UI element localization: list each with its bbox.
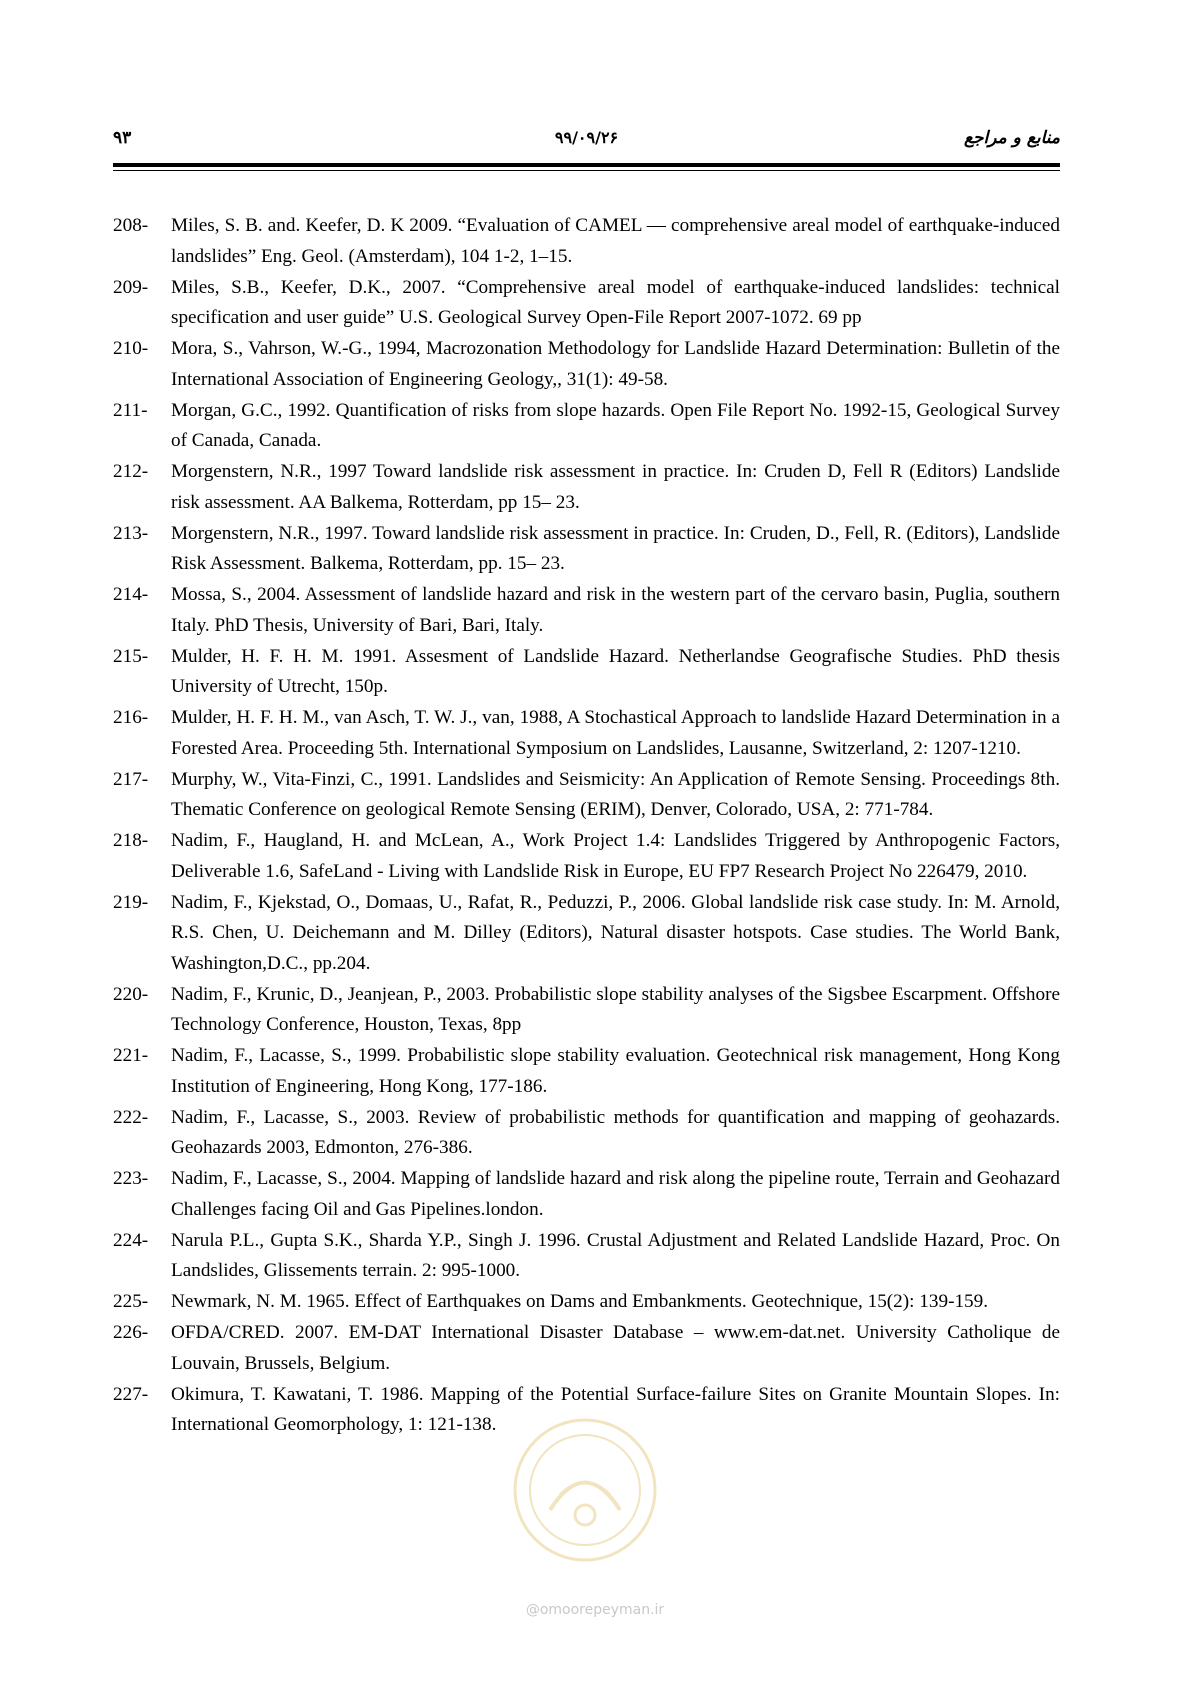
reference-item	[113, 457, 1060, 518]
reference-number: 219-	[113, 891, 149, 913]
reference-item	[113, 703, 1060, 764]
reference-text: Morgenstern, N.R., 1997. Toward landslide risk assessment in practice. In: Cruden, D., Fell, R. (Editors), Landslide Risk Assessment. Balkema, Rotterdam, pp. 15– 23.	[171, 522, 1060, 574]
reference-item	[113, 1287, 1060, 1318]
reference-number: 216-	[113, 707, 149, 728]
reference-number: 214-	[113, 584, 149, 605]
page-header	[113, 128, 1060, 156]
reference-text: Mulder, H. F. H. M. 1991. Assesment of Landslide Hazard. Netherlandse Geografische Studies. PhD thesis University of Utrecht, 150p.	[171, 645, 1060, 697]
reference-text: Morgenstern, N.R., 1997 Toward landslide risk assessment in practice. In: Cruden D, Fell R (Editors) Landslide risk assessment. AA Balkema, Rotterdam, pp 15– 23.	[171, 461, 1060, 513]
reference-text: Newmark, N. M. 1965. Effect of Earthquakes on Dams and Embankments. Geotechnique, 15(2): 139-159.	[171, 1291, 989, 1312]
page-number: ۹۳	[113, 128, 132, 148]
reference-number: 210-	[113, 338, 149, 359]
reference-number: 213-	[113, 522, 149, 544]
reference-text: Nadim, F., Lacasse, S., 2004. Mapping of landslide hazard and risk along the pipeline route, Terrain and Geohazard Challenges facing Oil and Gas Pipelines.london.	[171, 1168, 1060, 1220]
reference-number: 222-	[113, 1106, 149, 1128]
reference-number: 209-	[113, 276, 149, 298]
reference-text: Narula P.L., Gupta S.K., Sharda Y.P., Singh J. 1996. Crustal Adjustment and Related Landslide Hazard, Proc. On Landslides, Glissements terrain. 2: 995-1000.	[171, 1229, 1060, 1281]
reference-item	[113, 980, 1060, 1041]
reference-number: 226-	[113, 1322, 149, 1343]
reference-list	[113, 211, 1060, 1441]
header-rule-thin	[113, 170, 1060, 171]
watermark-caption: @omoorepeyman.ir	[525, 1602, 665, 1618]
reference-item	[113, 1041, 1060, 1102]
reference-item	[113, 211, 1060, 272]
reference-item	[113, 273, 1060, 334]
reference-item	[113, 765, 1060, 826]
reference-text: Nadim, F., Krunic, D., Jeanjean, P., 2003. Probabilistic slope stability analyses of the Sigsbee Escarpment. Offshore Technology Conference, Houston, Texas, 8pp	[171, 983, 1060, 1035]
header-date: ۹۹/۰۹/۲۶	[554, 128, 619, 147]
header-rule-thick	[113, 163, 1060, 167]
reference-item	[113, 826, 1060, 887]
reference-number: 225-	[113, 1291, 149, 1312]
reference-number: 212-	[113, 461, 149, 482]
reference-number: 211-	[113, 399, 148, 421]
reference-number: 220-	[113, 983, 149, 1005]
reference-item	[113, 1226, 1060, 1287]
reference-text: Murphy, W., Vita-Finzi, C., 1991. Landslides and Seismicity: An Application of Remote Sensing. Proceedings 8th. Thematic Conference on geological Remote Sensing (ERIM), Denver, Colorado, USA, 2: 771-784.	[171, 768, 1060, 820]
reference-text: Nadim, F., Lacasse, S., 2003. Review of probabilistic methods for quantification and mapping of geohazards. Geohazards 2003, Edmonton, 276-386.	[171, 1106, 1060, 1158]
reference-text: Nadim, F., Haugland, H. and McLean, A., Work Project 1.4: Landslides Triggered by Anthropogenic Factors, Deliverable 1.6, SafeLand - Living with Landslide Risk in Europe, EU FP7 Research Project No 226479, 2010.	[171, 830, 1060, 882]
reference-item	[113, 1103, 1060, 1164]
reference-number: 227-	[113, 1383, 149, 1405]
section-title: منابع و مراجع	[963, 128, 1060, 148]
reference-item	[113, 580, 1060, 641]
reference-item	[113, 519, 1060, 580]
reference-text: Mossa, S., 2004. Assessment of landslide hazard and risk in the western part of the cervaro basin, Puglia, southern Italy. PhD Thesis, University of Bari, Bari, Italy.	[171, 584, 1060, 636]
reference-number: 215-	[113, 645, 149, 667]
reference-item	[113, 642, 1060, 703]
reference-item	[113, 1164, 1060, 1225]
reference-number: 218-	[113, 830, 149, 851]
reference-text: Miles, S.B., Keefer, D.K., 2007. “Comprehensive areal model of earthquake-induced landslides: technical specification and user guide” U.S. Geological Survey Open-File Report 2007-1072. 69 pp	[171, 276, 1060, 328]
reference-text: Mora, S., Vahrson, W.-G., 1994, Macrozonation Methodology for Landslide Hazard Determination: Bulletin of the International Association of Engineering Geology,, 31(1): 49-58.	[171, 338, 1060, 390]
reference-text: Nadim, F., Kjekstad, O., Domaas, U., Rafat, R., Peduzzi, P., 2006. Global landslide risk case study. In: M. Arnold, R.S. Chen, U. Deichemann and M. Dilley (Editors), Natural disaster hotspots. Case studies. The World Bank, Washington,D.C., pp.204.	[171, 891, 1060, 974]
reference-number: 217-	[113, 768, 149, 790]
reference-number: 223-	[113, 1168, 149, 1189]
reference-text: Miles, S. B. and. Keefer, D. K 2009. “Evaluation of CAMEL — comprehensive areal model of earthquake-induced landslides” Eng. Geol. (Amsterdam), 104 1-2, 1–15.	[171, 215, 1060, 267]
reference-item	[113, 334, 1060, 395]
reference-item	[113, 888, 1060, 980]
watermark-seal-icon	[510, 1415, 660, 1565]
reference-text: OFDA/CRED. 2007. EM-DAT International Disaster Database – www.em-dat.net. University Catholique de Louvain, Brussels, Belgium.	[171, 1322, 1060, 1374]
reference-number: 224-	[113, 1229, 149, 1251]
reference-item	[113, 1318, 1060, 1379]
reference-text: Okimura, T. Kawatani, T. 1986. Mapping of the Potential Surface-failure Sites on Granite Mountain Slopes. In: International Geomorphology, 1: 121-138.	[171, 1383, 1060, 1435]
reference-text: Morgan, G.C., 1992. Quantification of risks from slope hazards. Open File Report No. 1992-15, Geological Survey of Canada, Canada.	[171, 399, 1060, 451]
reference-text: Nadim, F., Lacasse, S., 1999. Probabilistic slope stability evaluation. Geotechnical risk management, Hong Kong Institution of Engineering, Hong Kong, 177-186.	[171, 1045, 1060, 1097]
reference-number: 221-	[113, 1045, 149, 1066]
reference-item	[113, 396, 1060, 457]
reference-text: Mulder, H. F. H. M., van Asch, T. W. J., van, 1988, A Stochastical Approach to landslide Hazard Determination in a Forested Area. Proceeding 5th. International Symposium on Landslides, Lausanne, Switzerland, 2: 1207-1210.	[171, 707, 1060, 759]
reference-number: 208-	[113, 215, 149, 236]
